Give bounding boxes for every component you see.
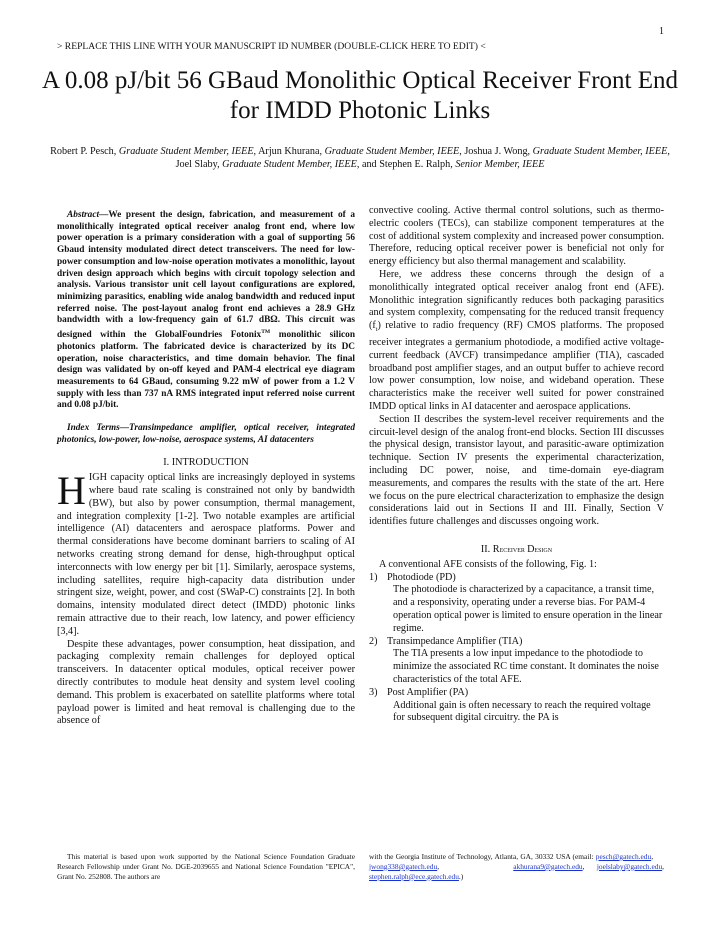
author-name: , and Stephen E. Ralph,: [356, 159, 456, 170]
abstract-text-2: monolithic silicon photonics platform. The fabricated device is characterized by its DC operation, noise characteristics, and time domain behavior. The final design was validated by on-off keyed and PAM-4 electrical eye diagram measurements to 64 GBaud, consuming 9.22 mW of power from a 1.2 V supply with less than 737 nA RMS integrated input referred noise current and 0.08 pJ/bit.: [57, 330, 355, 411]
author-membership: Graduate Student Member, IEEE: [532, 146, 668, 157]
list-item-title: Photodiode (PD): [387, 571, 456, 583]
author-name: , Joel Slaby,: [175, 146, 670, 170]
paper-title: A 0.08 pJ/bit 56 GBaud Monolithic Optical Receiver Front End for IMDD Photonic Links: [41, 67, 679, 124]
index-terms: [57, 423, 355, 446]
intro-paragraph-1-text: IGH capacity optical links are increasingly deployed in systems where baud rate scaling is constrained not only by bandwidth (BW), but also by power consumption, thermal management, and integration complexity [1-2]. Two notable examples are artificial intelligence (AI) datacenters and aerospace platforms. Power and thermal considerations have become dominant barriers to scaling of AI networks creating strong demand for dense, high-throughput optical interconnects with low energy per bit [1]. Similarly, aerospace systems, including satellites, require high-capacity data distribution under stringent size, weight, power, and cost (SWaP-C) constraints [2]. In both domains, intensity modulated direct detect (IMDD) photonic links remain attractive due to their reach, low latency, and power efficiency [3,4].: [57, 472, 355, 637]
subscript-t: t: [375, 327, 378, 334]
list-item-body: The TIA presents a low input impedance to the photodiode to minimize the associated RC time constant. It dominates the noise characteristics of the total AFE.: [393, 648, 659, 685]
author-name: , Arjun Khurana,: [253, 146, 325, 157]
intro-paragraph-1: [57, 468, 355, 638]
list-item-tia: [369, 636, 664, 687]
heading-part: eceiver: [499, 543, 528, 554]
email-link[interactable]: jwong338@gatech.edu: [369, 861, 438, 871]
abstract: [57, 210, 355, 412]
section-heading-introduction: I. INTRODUCTION: [163, 457, 249, 469]
index-terms-text: Index Terms—Transimpedance amplifier, optical receiver, integrated photonics, low-power, low-noise, aerospace systems, AI datacenters: [57, 423, 355, 445]
footnote-funding: [57, 852, 355, 881]
intro-paragraph-2: Despite these advantages, power consumption, heat dissipation, and packaging complexity remain challenges for deployed optical transceivers. In datacenter optical modules, optical receiver power directly contributes to module heat density and system level cooling demand. This problem is exacerbated on satellite platforms where total payload power is limited and heat removal is challenging due to the absence of: [57, 638, 355, 727]
right-paragraph-1: convective cooling. Active thermal control solutions, such as thermo-electric coolers (TECs), can stabilize component temperatures at the cost of additional system complexity and increased power consumption. Therefore, reducing optical receiver power is beneficial not only for energy efficiency but also thermal management and scalability.: [369, 205, 664, 268]
list-number: 1): [369, 571, 378, 583]
author-list: [48, 145, 672, 171]
heading-part: D: [527, 543, 535, 555]
list-item-title: Post Amplifier (PA): [387, 686, 469, 698]
author-name: , Joshua J. Wong,: [459, 146, 533, 157]
list-item-photodiode: [369, 572, 664, 636]
email-link[interactable]: akhurana9@gatech.edu: [513, 861, 583, 871]
author-membership: Graduate Student Member, IEEE: [222, 159, 357, 170]
abstract-lead: Abstract: [67, 210, 100, 220]
manuscript-header: > REPLACE THIS LINE WITH YOUR MANUSCRIPT ID NUMBER (DOUBLE-CLICK HERE TO EDIT) <: [57, 41, 486, 52]
page-number: 1: [659, 26, 664, 37]
list-item-body: Additional gain is often necessary to reach the required voltage for subsequent digital circuitry. the PA is: [393, 699, 651, 724]
list-item-post-amplifier: [369, 687, 664, 725]
trademark: TM: [261, 329, 271, 336]
right-column: [369, 205, 664, 725]
list-item-body: The photodiode is characterized by a capacitance, a transit time, and a responsivity, operating under a reverse bias. For PAM-4 operation optical power is limited to ensure operation in the linear regime.: [393, 584, 663, 634]
author-membership: Senior Member, IEEE: [455, 159, 545, 170]
right-paragraph-2-text-b: ) relative to radio frequency (RF) CMOS platforms. The proposed receiver integrates a germanium photodiode, a modified active voltage-current feedback (AVCF) transimpedance amplifier (TIA), cascaded broadband post amplifier stages, and an output buffer to achieve record low power consumption, low noise, and wideband operation. These characteristics make the receiver well suited for power constrained IMDD optical links in AI datacenter and aerospace applications.: [369, 320, 664, 412]
author-membership: Graduate Student Member, IEEE: [118, 146, 254, 157]
right-paragraph-2-text-a: Here, we address these concerns through the design of a monolithically integrated optical receiver analog front end (AFE). Monolithic integration significantly reduces both packaging parasitics and system complexity, compensating for the reduced transit frequency (f: [369, 268, 664, 332]
heading-part: esign: [534, 543, 553, 554]
right-paragraph-2: [369, 269, 664, 414]
footnote-affiliation-text: with the Georgia Institute of Technology, Atlanta, GA, 30332 USA (email:: [369, 852, 596, 861]
footnote-affiliation: with the Georgia Institute of Technology, Atlanta, GA, 30332 USA (email: pesch@gatech.edu, jwong338@gatech.edu, akhurana9@gatech.edu, joelslaby@gatech.edu, stephen.ralph@ece.gatech.edu.): [369, 852, 664, 881]
drop-cap: H: [57, 468, 86, 514]
footnote-end: .): [458, 871, 464, 881]
afe-intro: A conventional AFE consists of the following, Fig. 1:: [379, 558, 597, 570]
author-name: Robert P. Pesch,: [50, 146, 119, 157]
footnote-funding-text: This material is based upon work supported by the National Science Foundation Graduate Research Fellowship under Grant No. DGE-2039655 and National Science Foundation "EPICA", Grant No. 252808. The authors are: [57, 852, 355, 881]
heading-part: II. R: [480, 543, 500, 555]
abstract-text-1: —We present the design, fabrication, and measurement of a monolithically integrated optical receiver analog front end, where low power operation is a primary consideration with a goal of supporting 56 Gbaud intensity modulated direct detect transceivers. The need for low-power consumption and low-noise operation motivates a monolithic, layout driven design approach which begins with circuit topology selection and analysis. Various transistor unit cell layout configurations are explored, minimizing parasitics, enabling wide analog bandwidth and reduced input referred noise. The post-layout analog front end achieves a 28.9 GHz bandwidth with a low-frequency gain of 61.7 dBΩ. This circuit was designed within the GlobalFoundries Fotonix: [57, 210, 355, 341]
left-column: [57, 210, 355, 728]
author-membership: Graduate Student Member, IEEE: [324, 146, 460, 157]
email-link[interactable]: pesch@gatech.edu: [595, 852, 652, 861]
email-link[interactable]: stephen.ralph@ece.gatech.edu: [369, 871, 459, 881]
right-paragraph-3: Section II describes the system-level receiver requirements and the circuit-level design of the analog front-end blocks. Section III discusses the physical design, transistor layout, and parasitic-aware optimization technique. Section IV presents the experimental characterization, including DC power, noise, and time-domain eye-diagram measurements, and compares the results with the state of the art. Here we focus on the pure electrical characterization to emphasize the design considerations laid out in Sections II and III. Finally, Section V identifies future challenges and discusses ongoing work.: [369, 413, 664, 528]
section-heading-receiver-design: [369, 543, 664, 557]
list-number: 3): [369, 686, 378, 698]
email-link[interactable]: joelslaby@gatech.edu: [596, 861, 663, 871]
list-number: 2): [369, 635, 378, 647]
list-item-title: Transimpedance Amplifier (TIA): [387, 635, 523, 647]
